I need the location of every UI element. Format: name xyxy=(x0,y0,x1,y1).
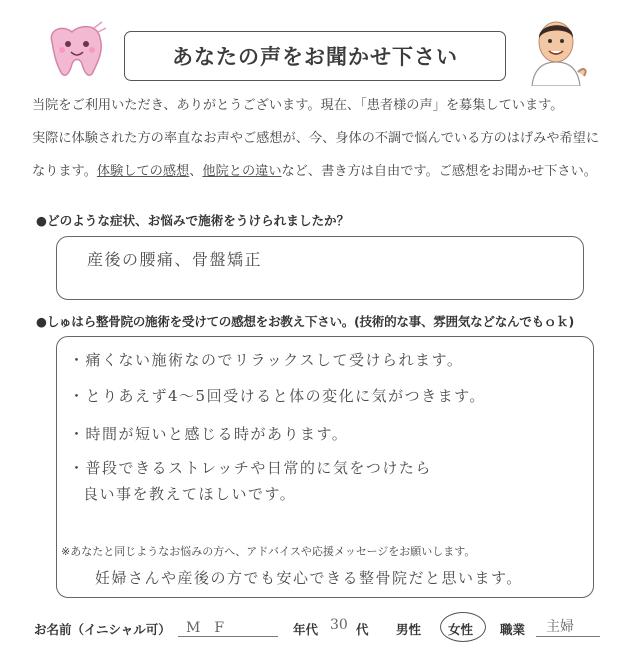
job-label: 職業 xyxy=(500,622,526,637)
job-value: 主婦 xyxy=(546,619,574,635)
intro-highlight-experience: 体験しての感想 xyxy=(96,164,190,179)
answer-1-text: 産後の腰痛、骨盤矯正 xyxy=(87,250,263,269)
name-label: お名前（イニシャル可） xyxy=(34,622,171,637)
intro-line-3 xyxy=(32,160,597,179)
advice-note: ※あなたと同じようなお悩みの方へ、アドバイスや応援メッセージをお願いします。 xyxy=(61,545,476,558)
intro-line-1: 当院をご利用いただき、ありがとうございます。現在、「患者様の声」を募集しています。 xyxy=(32,98,564,113)
age-value: 30 xyxy=(330,617,348,633)
page-title xyxy=(124,31,506,81)
intro-separator: 、 xyxy=(189,164,203,179)
page-title-text: あなたの声をお聞かせ下さい xyxy=(172,45,458,69)
answer-2-line-2: ・とりあえず4～5回受けると体の変化に気がつきます。 xyxy=(69,387,486,405)
answer-2-line-4: ・普段できるストレッチや日常的に気をつけたら xyxy=(69,459,432,477)
gender-male: 男性 xyxy=(396,622,422,637)
answer-box-1 xyxy=(56,236,584,300)
intro-line-3-end: など、書き方は自由です。ご感想をお聞かせ下さい。 xyxy=(281,164,597,179)
answer-2-line-5: 良い事を教えてほしいです。 xyxy=(83,485,297,503)
tooth-mascot-illustration xyxy=(42,20,112,80)
job-underline xyxy=(536,636,600,637)
question-2: ●しゅはら整骨院の施術を受けての感想をお教え下さい。(技術的な事、雰囲気などなんでもｏｋ) xyxy=(36,314,574,329)
question-1: ●どのような症状、お悩みで施術をうけられましたか？ xyxy=(36,213,350,228)
advice-message: 妊婦さんや産後の方でも安心できる整骨院だと思います。 xyxy=(95,569,523,587)
doctor-illustration xyxy=(524,16,588,86)
intro-highlight-difference: 他院との違い xyxy=(202,164,282,179)
answer-box-2 xyxy=(56,336,594,598)
intro-line-3-start: なります。 xyxy=(32,164,97,179)
age-label: 年代 xyxy=(293,622,319,637)
answer-2-line-3: ・時間が短いと感じる時があります。 xyxy=(69,425,349,443)
intro-line-2: 実際に体験された方の率直なお声やご感想が、今、身体の不調で悩んでいる方のはげみや希望に xyxy=(32,131,600,146)
gender-female: 女性 xyxy=(448,622,474,637)
answer-2-line-1: ・痛くない施術なのでリラックスして受けられます。 xyxy=(69,351,464,369)
name-value: M F xyxy=(186,620,225,636)
age-suffix: 代 xyxy=(356,622,369,637)
